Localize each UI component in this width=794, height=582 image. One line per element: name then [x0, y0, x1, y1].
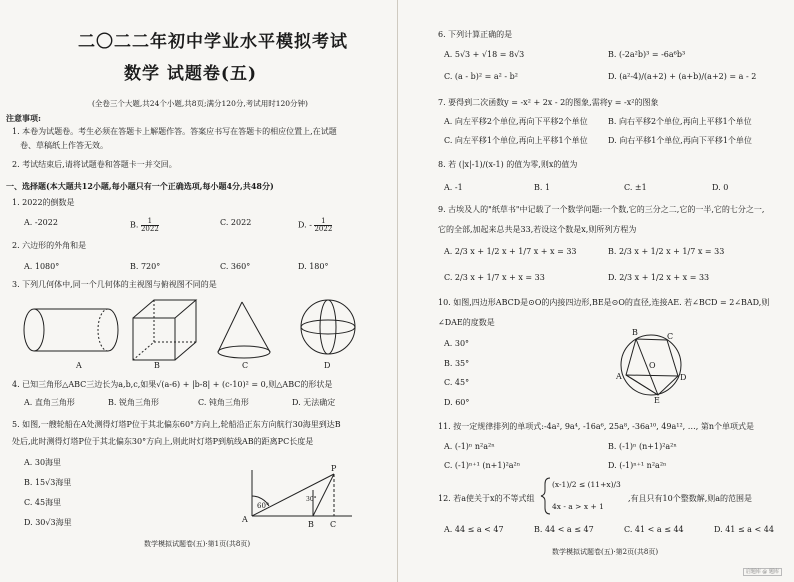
q8-option-b: B. 1: [534, 183, 551, 192]
q10-stem-line2: ∠DAE的度数是: [438, 318, 495, 327]
q7-stem: 7. 要得到二次函数y = -x² + 2x - 2的图象,需将y = -x²的图象: [438, 98, 659, 107]
exam-subtitle: 数学 试题卷(五): [124, 64, 258, 84]
q3-stem: 3. 下列几何体中,同一个几何体的主视图与俯视图不同的是: [12, 280, 217, 289]
q12-stem-b: ,有且只有10个整数解,则a的范围是: [628, 494, 753, 503]
q1-d-numerator: 1: [314, 218, 332, 226]
q4-option-a: A. 直角三角形: [24, 398, 75, 407]
q9-option-d: D. 2/3 x + 1/2 x + x = 33: [608, 273, 710, 282]
q5-point-c: C: [330, 520, 337, 529]
q8-option-a: A. -1: [444, 183, 463, 192]
q1-option-d-label: D. -: [298, 220, 312, 230]
q10-point-e: E: [654, 396, 660, 405]
q2-option-c: C. 360°: [220, 262, 251, 271]
q9-option-a: A. 2/3 x + 1/2 x + 1/7 x + x = 33: [444, 247, 577, 256]
note-2: 2. 考试结束后,请将试题卷和答题卡一并交回。: [12, 160, 177, 169]
q9-option-b: B. 2/3 x + 1/2 x + 1/7 x = 33: [608, 247, 725, 256]
q5-angle-60: 60°: [257, 502, 270, 510]
q7-option-a: A. 向左平移2个单位,再向下平移2个单位: [444, 117, 588, 126]
right-page: [402, 0, 790, 582]
q5-point-b: B: [308, 520, 314, 529]
page-fold: [397, 0, 398, 582]
q10-option-b: B. 35°: [444, 359, 470, 368]
q12-option-d: D. 41 ≤ a < 44: [714, 525, 774, 534]
q6-stem: 6. 下列计算正确的是: [438, 30, 513, 39]
q3-option-c: C: [242, 361, 249, 370]
q8-stem: 8. 若 (|x|-1)/(x-1) 的值为零,则x的值为: [438, 160, 578, 169]
q4-option-b: B. 锐角三角形: [108, 398, 159, 407]
q6-option-a: A. 5√3 + √18 = 8√3: [444, 50, 525, 59]
q5-stem-line1: 5. 如图,一艘轮船在A处测得灯塔P位于其北偏东60°方向上,轮船沿正东方向航行30海里到达B: [12, 420, 341, 429]
q2-option-d: D. 180°: [298, 262, 329, 271]
q10-point-d: D: [680, 373, 687, 382]
watermark-stamp: 启题库 @ 题库: [743, 568, 782, 576]
q3-option-a: A: [76, 361, 82, 370]
q2-option-b: B. 720°: [130, 262, 161, 271]
section-1-heading: 一、选择题(本大题共12小题,每小题只有一个正确选项,每小题4分,共48分): [6, 181, 274, 191]
q5-option-a: A. 30海里: [24, 458, 62, 467]
q10-point-o: O: [649, 361, 656, 370]
q1-d-denominator: 2022: [314, 225, 333, 233]
q1-b-numerator: 1: [141, 218, 159, 226]
q12-inequality-1: (x-1)/2 ≤ (11+x)/3: [552, 480, 621, 489]
q9-stem-line1: 9. 古埃及人的"纸草书"中记载了一个数学问题:一个数,它的三分之二,它的一半,它的七分之一,: [438, 205, 765, 214]
q11-option-c: C. (-1)ⁿ⁺¹ (n+1)²a²ⁿ: [444, 461, 521, 470]
q12-stem-a: 12. 若a使关于x的不等式组: [438, 494, 535, 503]
q1-stem: 1. 2022的倒数是: [12, 198, 75, 207]
q11-option-d: D. (-1)ⁿ⁺¹ n²a²ⁿ: [608, 461, 667, 470]
q5-point-a: A: [242, 515, 248, 524]
note-1b: 卷、草稿纸上作答无效。: [20, 141, 108, 150]
q6-option-d: D. (a²-4)/(a+2) + (a+b)/(a+2) = a - 2: [608, 72, 757, 81]
q12-option-c: C. 41 < a ≤ 44: [624, 525, 684, 534]
q4-stem: 4. 已知三角形△ABC三边长为a,b,c,如果√(a-6) + |b-8| + (c-10)² = 0,则△ABC的形状是: [12, 380, 333, 389]
exam-title: 二〇二二年初中学业水平模拟考试: [78, 32, 348, 52]
q10-point-c: C: [667, 332, 674, 341]
q1-option-c: C. 2022: [220, 218, 252, 227]
q12-option-a: A. 44 ≤ a < 47: [444, 525, 504, 534]
q11-option-a: A. (-1)ⁿ n²a²ⁿ: [444, 442, 495, 451]
right-footer: 数学模拟试题卷(五)·第2页(共8页): [552, 548, 659, 556]
notes-heading: 注意事项:: [6, 113, 41, 123]
q7-option-b: B. 向右平移2个单位,再向上平移1个单位: [608, 117, 752, 126]
q2-option-a: A. 1080°: [24, 262, 60, 271]
q11-stem: 11. 按一定规律排列的单项式:-4a², 9a⁴, -16a⁶, 25a⁸, -36a¹⁰, 49a¹², …, 第n个单项式是: [438, 422, 754, 431]
q11-option-b: B. (-1)ⁿ (n+1)²a²ⁿ: [608, 442, 677, 451]
q6-option-c: C. (a - b)² = a² - b²: [444, 72, 518, 81]
q5-option-c: C. 45海里: [24, 498, 62, 507]
left-page: [6, 0, 394, 582]
left-footer: 数学模拟试题卷(五)·第1页(共8页): [144, 540, 251, 548]
q8-option-d: D. 0: [712, 183, 729, 192]
q1-option-b-label: B.: [130, 220, 139, 230]
q12-option-b: B. 44 < a ≤ 47: [534, 525, 594, 534]
q10-stem-line1: 10. 如图,四边形ABCD是⊙O的内接四边形,BE是⊙O的直径,连接AE. 若∠BCD = 2∠BAD,则: [438, 298, 770, 307]
q5-option-d: D. 30√3海里: [24, 518, 72, 527]
q1-option-a: A. -2022: [24, 218, 58, 227]
q5-navigation-figure: [6, 0, 394, 582]
q3-option-d: D: [324, 361, 331, 370]
q10-point-b: B: [632, 328, 638, 337]
q10-point-a: A: [616, 372, 622, 381]
q8-option-c: C. ±1: [624, 183, 647, 192]
sight-line-bp: [313, 474, 334, 516]
q10-option-a: A. 30°: [444, 339, 470, 348]
q7-option-d: D. 向右平移1个单位,再向下平移1个单位: [608, 136, 752, 145]
q9-option-c: C. 2/3 x + 1/7 x + x = 33: [444, 273, 545, 282]
note-1a: 1. 本卷为试题卷。考生必须在答题卡上解题作答。答案应书写在答题卡的相应位置上,在试题: [12, 127, 337, 136]
q10-option-d: D. 60°: [444, 398, 470, 407]
q3-option-b: B: [154, 361, 160, 370]
q12-inequality-2: 4x - a > x + 1: [552, 502, 604, 511]
q7-option-c: C. 向左平移1个单位,再向上平移1个单位: [444, 136, 588, 145]
q5-angle-30: 30°: [306, 496, 317, 503]
q4-option-c: C. 钝角三角形: [198, 398, 249, 407]
q5-point-p: P: [331, 464, 337, 473]
q5-stem-line2: 处后,此时测得灯塔P位于其北偏东30°方向上,则此时灯塔P到航线AB的距离PC长度是: [12, 437, 314, 446]
q9-stem-line2: 它的全部,加起来总共是33,若设这个数是x,则所列方程为: [438, 225, 637, 234]
q2-stem: 2. 六边形的外角和是: [12, 241, 87, 250]
q6-option-b: B. (-2a²b)³ = -6a⁶b³: [608, 50, 686, 59]
q5-option-b: B. 15√3海里: [24, 478, 72, 487]
q10-option-c: C. 45°: [444, 378, 470, 387]
q1-b-denominator: 2022: [140, 225, 159, 233]
q4-option-d: D. 无法确定: [292, 398, 336, 407]
exam-info: (全卷三个大题,共24个小题,共8页;满分120分,考试用时120分钟): [92, 99, 308, 108]
